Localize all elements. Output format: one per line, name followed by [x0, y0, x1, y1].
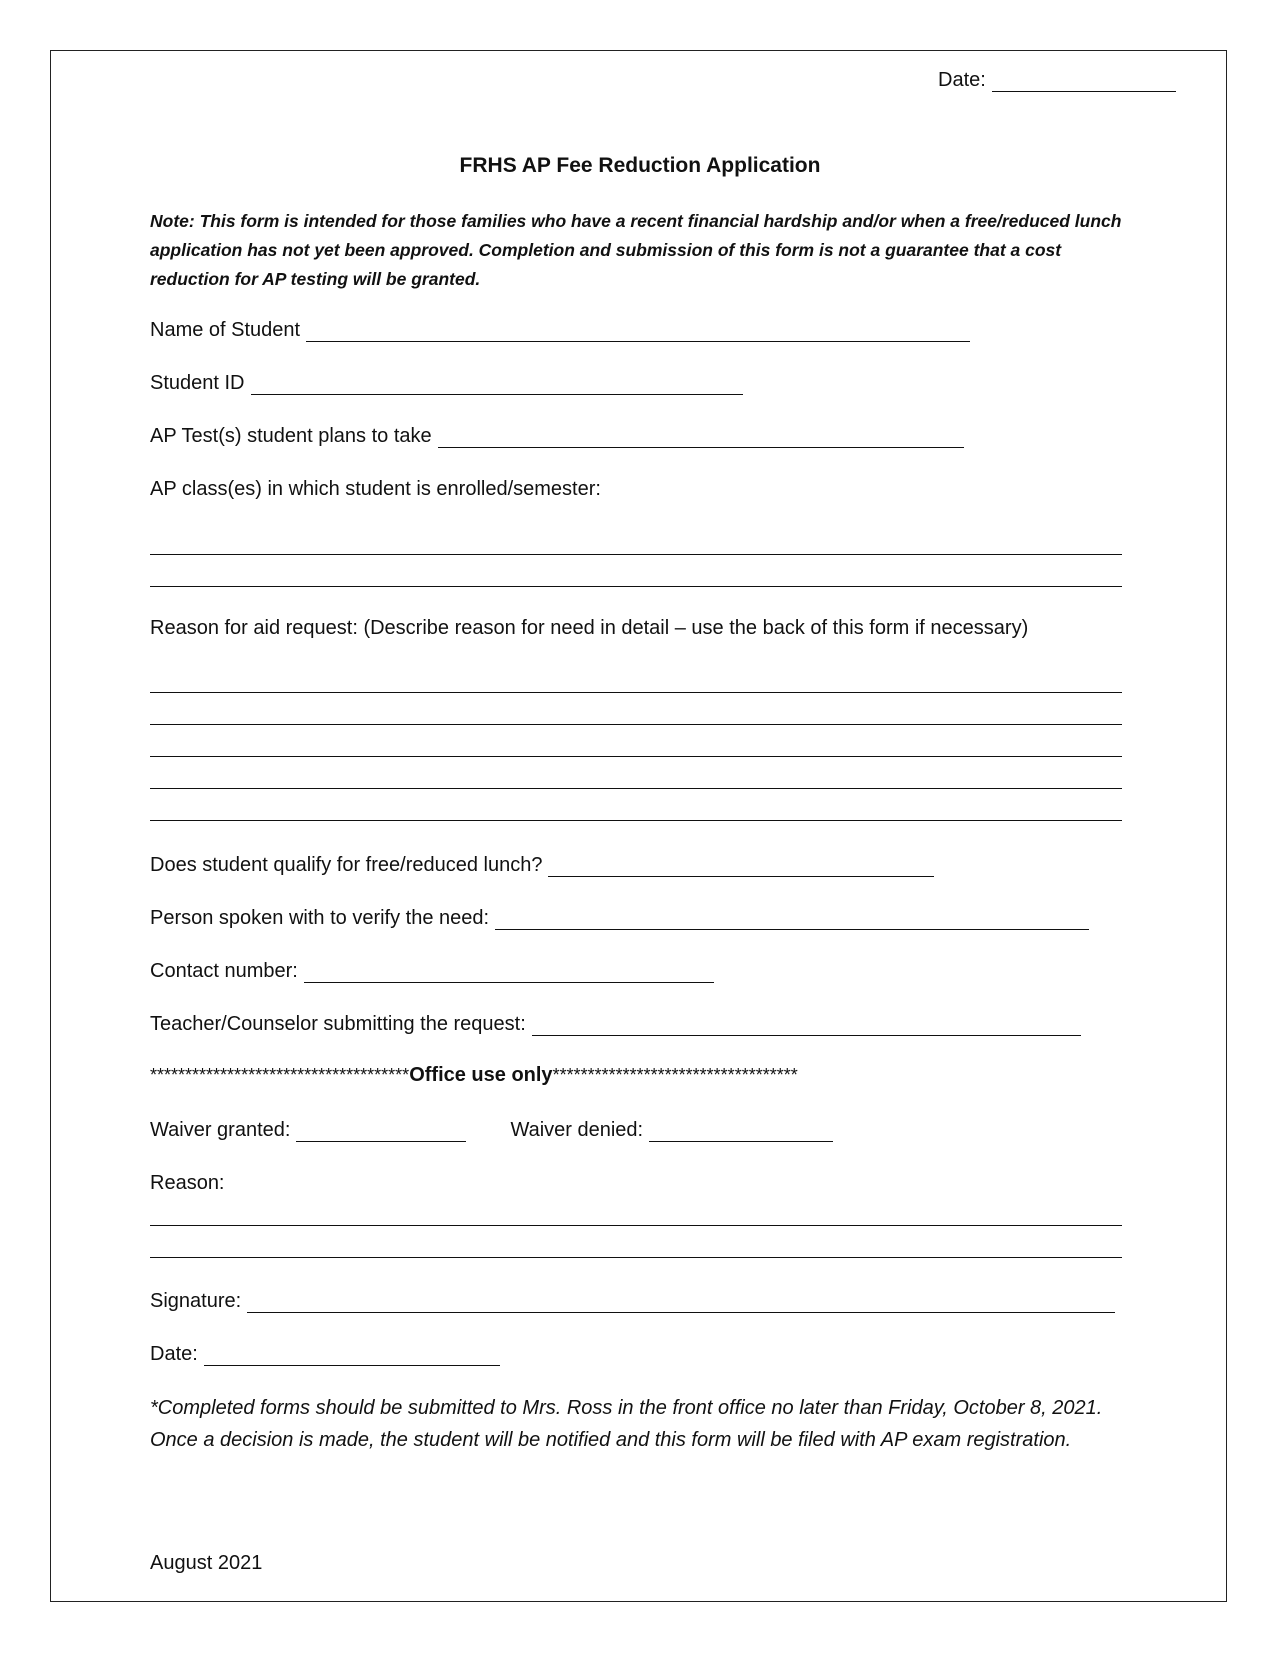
revision-date: August 2021 — [150, 1552, 263, 1574]
reason-for-aid-line-4[interactable] — [150, 788, 1122, 789]
reason-for-aid-label: Reason for aid request: (Describe reason for need in detail – use the back of this form if necessary) — [150, 617, 1029, 639]
submission-footnote: *Completed forms should be submitted to Mrs. Ross in the front office no later than Friday, October 8, 2021. Once a decision is made, the student will be notified and this form will be filed with AP exam registration. — [150, 1397, 1103, 1451]
student-id-blank[interactable] — [251, 377, 743, 395]
ap-classes-line-1[interactable] — [150, 554, 1122, 555]
signature-blank[interactable] — [247, 1295, 1115, 1313]
reason-for-aid-line-5[interactable] — [150, 820, 1122, 821]
free-reduced-lunch-row — [150, 853, 934, 877]
waiver-granted-blank[interactable] — [296, 1124, 466, 1142]
reason-for-aid-line-1[interactable] — [150, 692, 1122, 693]
free-reduced-lunch-label: Does student qualify for free/reduced lunch? — [150, 854, 543, 876]
office-use-stars-left: ************************************* — [150, 1065, 410, 1085]
office-use-stars-right: *********************************** — [552, 1065, 798, 1085]
student-id-row — [150, 371, 743, 395]
person-spoken-blank[interactable] — [495, 912, 1089, 930]
reason-for-aid-row — [150, 616, 1028, 640]
header-date-blank[interactable] — [992, 74, 1176, 92]
waiver-denied-blank[interactable] — [649, 1124, 833, 1142]
contact-number-label: Contact number: — [150, 960, 298, 982]
form-title: FRHS AP Fee Reduction Application — [459, 154, 821, 177]
office-use-divider — [150, 1063, 1125, 1087]
office-date-row — [150, 1342, 500, 1366]
person-spoken-label: Person spoken with to verify the need: — [150, 907, 490, 929]
office-use-label: Office use only — [409, 1064, 553, 1086]
teacher-counselor-row — [150, 1012, 1081, 1036]
ap-tests-label: AP Test(s) student plans to take — [150, 425, 432, 447]
name-of-student-blank[interactable] — [306, 324, 970, 342]
teacher-counselor-blank[interactable] — [532, 1018, 1081, 1036]
reason-for-aid-line-2[interactable] — [150, 724, 1122, 725]
teacher-counselor-label: Teacher/Counselor submitting the request: — [150, 1013, 526, 1035]
header-date-label: Date: — [938, 69, 986, 91]
waiver-row — [150, 1118, 833, 1142]
header-date — [938, 68, 1176, 92]
student-id-label: Student ID — [150, 372, 245, 394]
free-reduced-lunch-blank[interactable] — [548, 859, 934, 877]
office-date-blank[interactable] — [204, 1348, 500, 1366]
ap-tests-blank[interactable] — [438, 430, 964, 448]
signature-row — [150, 1289, 1115, 1313]
form-note: Note: This form is intended for those families who have a recent financial hardship and/or when a free/reduced lunch application has not yet been approved. Completion and submission of this form is not a guarantee that a cost reduction for AP testing will be granted. — [150, 211, 1122, 289]
waiver-granted-label: Waiver granted: — [150, 1119, 291, 1141]
office-reason-line-1[interactable] — [150, 1225, 1122, 1226]
signature-label: Signature: — [150, 1290, 242, 1312]
office-reason-row — [150, 1171, 225, 1195]
ap-classes-row — [150, 477, 601, 501]
reason-for-aid-line-3[interactable] — [150, 756, 1122, 757]
ap-classes-label: AP class(es) in which student is enrolled/semester: — [150, 478, 601, 500]
name-of-student-row — [150, 318, 970, 342]
office-reason-line-2[interactable] — [150, 1257, 1122, 1258]
office-date-label: Date: — [150, 1343, 198, 1365]
waiver-denied-label: Waiver denied: — [510, 1119, 644, 1141]
name-of-student-label: Name of Student — [150, 319, 301, 341]
contact-number-blank[interactable] — [304, 965, 714, 983]
ap-tests-row — [150, 424, 964, 448]
office-reason-label: Reason: — [150, 1172, 225, 1194]
person-spoken-row — [150, 906, 1089, 930]
contact-number-row — [150, 959, 714, 983]
ap-classes-line-2[interactable] — [150, 586, 1122, 587]
